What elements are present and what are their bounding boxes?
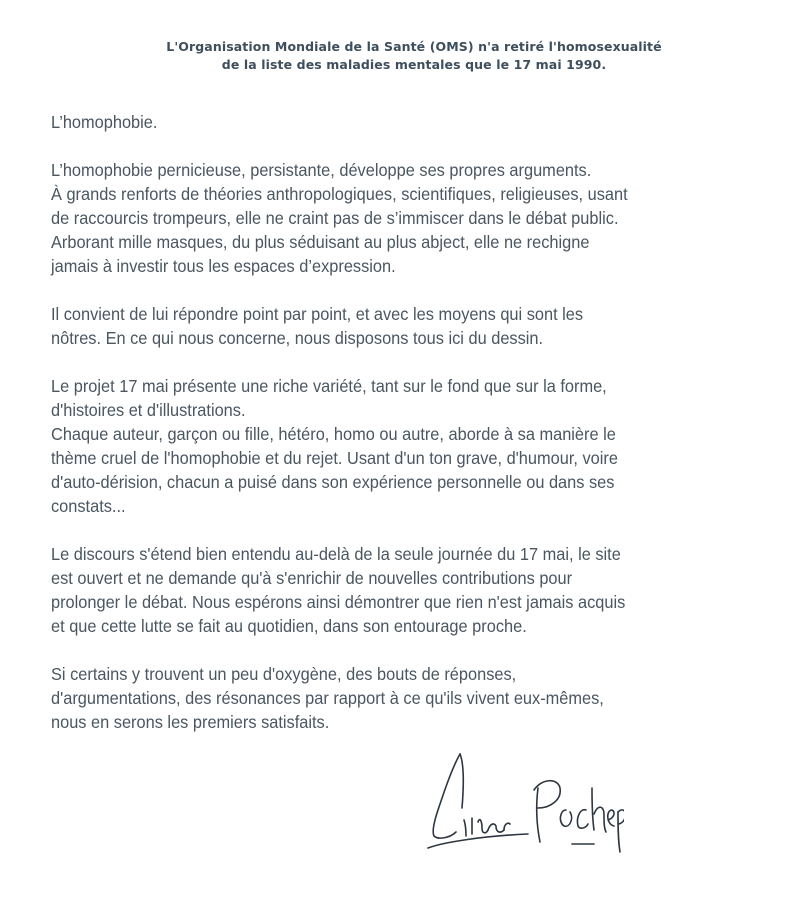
text-line: de raccourcis trompeurs, elle ne craint pas de s’immiscer dans le débat public. [51, 208, 619, 228]
paragraph-3 [51, 374, 628, 518]
text-line: nôtres. En ce qui nous concerne, nous disposons tous ici du dessin. [51, 328, 544, 348]
text-line: nous en serons les premiers satisfaits. [51, 712, 330, 732]
text-line: L’homophobie. [51, 112, 158, 132]
text-line: d'argumentations, des résonances par rapport à ce qu'ils vivent eux-mêmes, [51, 688, 604, 708]
text-line: d'histoires et d'illustrations. [51, 400, 246, 420]
text-line: Arborant mille masques, du plus séduisant au plus abject, elle ne rechigne [51, 232, 590, 252]
text-line: Il convient de lui répondre point par point, et avec les moyens qui sont les [51, 304, 584, 324]
paragraph-5 [51, 662, 628, 734]
text-line: L’homophobie pernicieuse, persistante, développe ses propres arguments. [51, 160, 592, 180]
body-text [51, 110, 628, 758]
text-line: Si certains y trouvent un peu d'oxygène, des bouts de réponses, [51, 664, 517, 684]
text-line: prolonger le débat. Nous espérons ainsi démontrer que rien n'est jamais acquis [51, 592, 626, 612]
text-line: est ouvert et ne demande qu'à s'enrichir de nouvelles contributions pour [51, 568, 573, 588]
text-line: et que cette lutte se fait au quotidien, dans son entourage proche. [51, 616, 527, 636]
paragraph-title [51, 110, 628, 134]
text-line: Chaque auteur, garçon ou fille, hétéro, homo ou autre, aborde à sa manière le [51, 424, 616, 444]
handwritten-signature [424, 748, 624, 858]
paragraph-4 [51, 542, 628, 638]
paragraph-2 [51, 302, 628, 350]
paragraph-1 [51, 158, 628, 278]
text-line: À grands renforts de théories anthropologiques, scientifiques, religieuses, usant [51, 184, 628, 204]
text-line: thème cruel de l'homophobie et du rejet. Usant d'un ton grave, d'humour, voire [51, 448, 618, 468]
text-line: jamais à investir tous les espaces d’expression. [51, 256, 396, 276]
header-line-2: de la liste des maladies mentales que le 17 mai 1990. [221, 57, 607, 72]
text-line: Le projet 17 mai présente une riche variété, tant sur le fond que sur la forme, [51, 376, 607, 396]
text-line: d'auto-dérision, chacun a puisé dans son expérience personnelle ou dans ses [51, 472, 615, 492]
signature-drawing [424, 748, 624, 858]
text-line: constats... [51, 496, 126, 516]
header-note [0, 38, 800, 74]
text-line: Le discours s'étend bien entendu au-delà de la seule journée du 17 mai, le site [51, 544, 621, 564]
header-line-1: L'Organisation Mondiale de la Santé (OMS) n'a retiré l'homosexualité [166, 39, 662, 54]
